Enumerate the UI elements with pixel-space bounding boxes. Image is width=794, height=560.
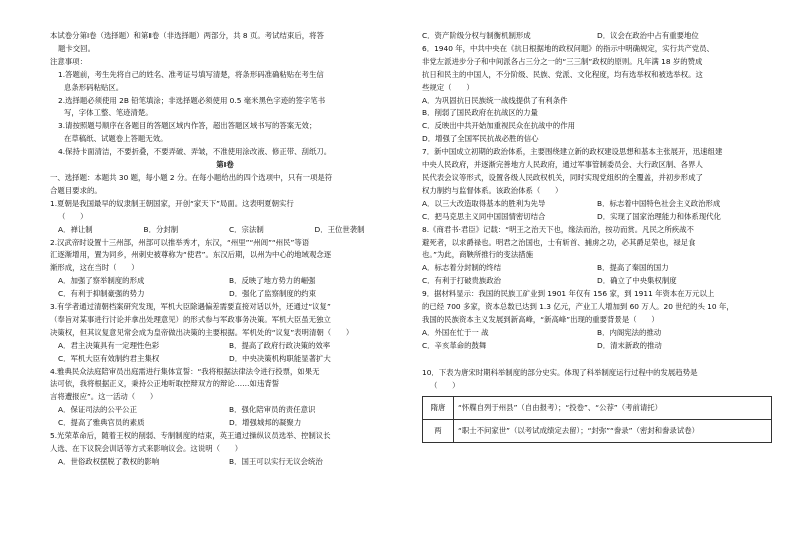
q1-blank: （ ） — [58, 211, 88, 221]
option: C．辛亥革命的鼓舞 — [422, 340, 487, 350]
option: C．有利于抑制豪强的势力 — [58, 289, 145, 299]
q6-stem: 些规定（ ） — [422, 82, 474, 92]
notice-line: 3.请按照题号顺序在各题目的答题区域内作答，超出答题区域书写的答案无效； — [58, 121, 317, 131]
q9-stem: 的已经 700 多家，资本总数已达到 1.3 亿元，产业工人增加到 60 万人。20 世纪的头 10 年， — [422, 302, 734, 312]
option: B．国王可以实行无议会统治 — [229, 456, 323, 466]
option: D．王位世袭制 — [314, 224, 365, 234]
option: C．反映出中共开始加重视民众在抗战中的作用 — [422, 121, 575, 131]
option: A．标志着分封制的终结 — [422, 263, 501, 273]
q7-options — [422, 198, 772, 211]
q4-stem: 言将遭报应”。这一活动（ ） — [50, 392, 158, 402]
q2-stem: 汇逐渐增用，置为同乡，州刺史被尊称为“使君”。东汉后期，以州为中心的地域观念逐 — [50, 250, 332, 260]
content-cell: “职士不问家世”（以考试成绩定去留）；“封弥”“誊录”（密封和誊录试卷） — [454, 420, 772, 443]
q3-options — [50, 340, 400, 353]
q5-stem: 人选、在下议院会训话等方式来影响议会。这说明（ ） — [50, 444, 243, 453]
option: C．把马克思主义同中国国情密切结合 — [422, 211, 546, 221]
option: B．反映了地方势力的崛强 — [229, 276, 316, 286]
option: D．实现了国家治理能力和体系现代化 — [597, 211, 721, 221]
option: A．以三大改造取得基本的胜利为先导 — [422, 198, 546, 208]
option: D．中央决策机构职能显著扩大 — [229, 353, 331, 363]
option: D．确立了中央集权制度 — [597, 276, 677, 286]
option: B．削弱了国民政府在抗战区的力量 — [422, 108, 538, 118]
notice-line: 4.保持卡面清洁，不要折叠，不要弄破、弄皱，不准使用涂改液、修正带、刮纸刀。 — [58, 147, 332, 157]
option: B．标志着中国特色社会主义政治形成 — [597, 198, 721, 208]
q10-blank: （ ） — [430, 380, 460, 390]
q10-table — [422, 396, 772, 443]
q8-options — [422, 262, 772, 275]
q7-stem: 中央人民政府，并逐渐完善地方人民政府，通过军事管制委员会、大行政区制、各界人 — [422, 160, 703, 170]
option: C．有利于打破贵族政治 — [422, 276, 502, 286]
option: A．为巩固抗日民族统一战线提供了有利条件 — [422, 95, 568, 105]
q4-options — [50, 404, 400, 417]
section-title: 第Ⅰ卷 — [216, 160, 234, 170]
intro-line: 题卡交回。 — [58, 43, 95, 53]
option: D．增强了全国军民抗战必胜的信心 — [422, 134, 539, 144]
option: B．分封制 — [143, 224, 179, 234]
q4-options — [50, 417, 400, 430]
option: D．强化了监察制度的约束 — [229, 289, 316, 299]
q9-stem: 9．据材料显示：我国的民族工矿业到 1901 年仅有 156 家，到 1911 年资本在万元以上 — [422, 289, 715, 299]
instructions-line: 一、选择题：本题共 30 题，每小题 2 分。在每小题给出的四个选项中，只有一项是符 — [50, 172, 333, 182]
notice-line: 1.答题前，考生先将自己的姓名、准考证号填写清楚，将条形码准确粘贴在考生信 — [58, 69, 324, 79]
q7-stem: 7．新中国成立初期的政治体系，主要围绕建立新的政权建设思想和基本主张展开，迅速组建 — [422, 147, 723, 157]
notice-line: 息条形码粘贴区。 — [64, 82, 124, 92]
option: A．君主决策具有一定理性色彩 — [58, 340, 160, 350]
notice-line: 写，字体工整、笔迹清楚。 — [64, 108, 153, 118]
option: D．清末新政的推动 — [597, 340, 662, 350]
option: B．提高了秦国的国力 — [597, 263, 669, 273]
q2-stem: 渐形成，这在当时（ ） — [50, 263, 139, 273]
option: A．外国在忙于一 战 — [422, 327, 489, 337]
option: B．强化陪审员的责任意识 — [229, 405, 316, 415]
q4-stem: 4.雅典民众法庭陪审员出庭需进行集体宣誓：“我将根据法律法令进行投票，如果无 — [50, 366, 320, 376]
q7-options — [422, 211, 772, 224]
table-row — [423, 397, 772, 420]
q2-stem: 2.汉武帝时设置十三州部，州部可以推举秀才，东汉，“州里”“州闾”“州民”等语 — [50, 237, 310, 247]
option: B．提高了政府行政决策的效率 — [229, 340, 331, 350]
option: D．议会在政治中占有重要地位 — [597, 31, 699, 40]
instructions-line: 合题目要求的。 — [50, 185, 102, 195]
option: A．加强了察举制度的形成 — [58, 276, 145, 286]
q6-stem: 非党左派进步分子和中间派各占三分之一的“三三制”政权的原则。凡年满 18 岁的赞成 — [422, 56, 703, 66]
q3-stem: 决策权，但其议复意见常会成为皇帝做出决策的主要根据。军机处的“议复”表明清朝（ ） — [50, 327, 354, 337]
q4-stem: 法可依，我将根据正义，秉持公正地听取控辩双方的辩论……如违背誓 — [50, 379, 280, 389]
q5-stem: 5.光荣革命后，随着王权的削弱、专制制度的结束，英王通过操纵议员选举、控制议长 — [50, 431, 331, 441]
q8-stem: 避死者，以求爵禄也。明君之治国也，士有斩首、捕虏之功，必其爵足荣也，禄足食 — [422, 237, 696, 247]
q9-options — [422, 327, 772, 340]
q8-stem: 也。”为此，商鞅所推行的变法措施 — [422, 250, 533, 260]
q6-stem: 6．1940 年，中共中央在《抗日根据地的政权问题》的指示中明确规定，实行共产党员、 — [422, 43, 714, 53]
right-column — [422, 30, 772, 443]
option: A．禅让制 — [58, 224, 93, 234]
intro-line: 本试卷分第Ⅰ卷（选择题）和第Ⅱ卷（非选择题）两部分，共 8 页。考试结束后，将答 — [50, 31, 324, 40]
q8-options — [422, 275, 772, 288]
q1-stem: 1.夏朝是我国最早的奴隶制王朝国家，开创“家天下”局面。这表明夏朝实行 — [50, 198, 294, 208]
q5-options-cont — [422, 30, 772, 43]
q3-stem: 3.有学者通过清朝档案研究发现，军机大臣除遇偏差需要直接对话以外，还通过“议复” — [50, 302, 331, 312]
q1-options — [50, 224, 400, 237]
left-column — [50, 30, 400, 469]
spacer — [422, 353, 772, 367]
q7-stem: 权力制约与监督体系。该政治体系（ ） — [422, 185, 563, 195]
q9-options — [422, 340, 772, 353]
q5-options — [50, 456, 400, 469]
q3-options — [50, 353, 400, 366]
notice-line: 2.选择题必须使用 2B 铅笔填涂；非选择题必须使用 0.5 毫米黑色字迹的签字笔书 — [58, 95, 326, 105]
option: C．提高了雅典官员的素质 — [58, 418, 145, 428]
q2-options — [50, 275, 400, 288]
notice-line: 在草稿纸、试题卷上答题无效。 — [64, 134, 168, 144]
notice-title: 注意事项： — [50, 56, 87, 66]
dynasty-cell: 隋唐 — [423, 397, 454, 420]
option: A．保证司法的公平公正 — [58, 405, 137, 415]
q10-stem: 10．下表为唐宋时期科举制度的部分史实。体现了科举制度运行过程中的发展趋势是 — [422, 367, 698, 377]
q3-stem: （奉旨对某事进行讨论并拿出处理意见）的形式参与军政事务决策。军机大臣虽无独立 — [50, 314, 331, 324]
option: C．资产阶级分权与制衡机制形成 — [422, 31, 531, 40]
option: A．世俗政权摆脱了教权的影响 — [58, 456, 160, 466]
q6-stem: 抗日和民主的中国人，不分阶级、民族、党派、文化程度，均有选举权和被选举权。这 — [422, 69, 703, 79]
option: C．军机大臣有效制约君主集权 — [58, 353, 160, 363]
q7-stem: 民代表会议等形式，设置各级人民政权机关，同时实现党组织的全覆盖，并初步形成了 — [422, 172, 703, 182]
table-row — [423, 420, 772, 443]
dynasty-cell: 两 — [423, 420, 454, 443]
option: C．宗法制 — [229, 224, 264, 234]
q2-options — [50, 288, 400, 301]
option: B．内阁宪法的推动 — [597, 327, 662, 337]
content-cell: “怀牒自列于州县”（自由报考）；“投卷”、“公荐”（考前请托） — [454, 397, 772, 420]
q8-stem: 8.《商君书·君臣》记载：“明王之治天下也，缘法而治，按功而赏。凡民之所疾战不 — [422, 224, 694, 234]
option: D．增强城邦的凝聚力 — [229, 418, 302, 428]
q9-stem: 我国的民族资本主义发展到新高峰，“新高峰”出现的重要背景是（ ） — [422, 314, 659, 324]
